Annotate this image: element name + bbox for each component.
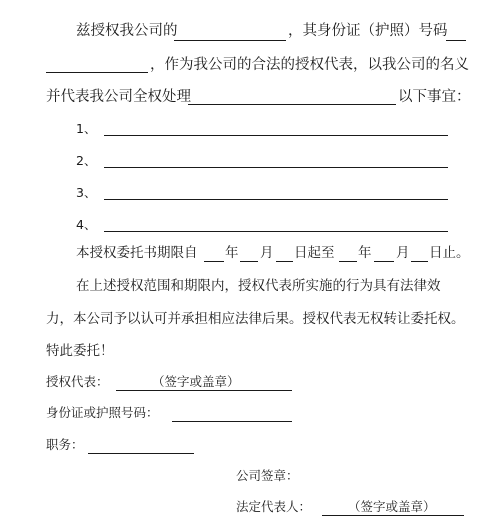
legal-rep-sign-hint: （签字或盖章）	[348, 499, 436, 514]
matters-blank	[188, 104, 396, 105]
term-text-start: 本授权委托书期限自	[76, 245, 198, 261]
day-blank-1	[276, 261, 293, 262]
item-number: 2、	[76, 153, 97, 168]
term-month-2: 月	[396, 245, 410, 261]
legal-rep-label: 法定代表人：	[236, 499, 312, 514]
intro-text-3: ，作为我公司的合法的授权代表，以我公司的名义	[150, 57, 469, 73]
item-number: 4、	[76, 217, 97, 232]
year-blank-1	[204, 261, 224, 262]
item-number: 1、	[76, 121, 97, 136]
company-seal-label: 公司签章：	[236, 468, 299, 483]
term-month-1: 月	[260, 245, 274, 261]
id-number-blank-1	[446, 40, 466, 41]
item-line	[104, 199, 448, 200]
id-number-line	[172, 421, 292, 422]
day-blank-2	[411, 261, 428, 262]
rep-signature-line	[116, 390, 292, 391]
term-day-2: 日止。	[429, 245, 470, 261]
rep-label: 授权代表：	[46, 374, 109, 389]
intro-text-5: 以下事宜：	[398, 89, 471, 105]
term-year-2: 年	[358, 245, 372, 261]
year-blank-2	[339, 261, 357, 262]
intro-text-2: ，其身份证（护照）号码	[288, 23, 448, 39]
legal-rep-signature-line	[322, 515, 464, 516]
position-label: 职务：	[46, 437, 84, 452]
term-day-1: 日起至	[294, 245, 335, 261]
item-line	[104, 231, 448, 232]
item-number: 3、	[76, 185, 97, 200]
item-line	[104, 135, 448, 136]
term-year-1: 年	[225, 245, 239, 261]
intro-text-1: 兹授权我公司的	[76, 23, 178, 39]
item-line	[104, 167, 448, 168]
rep-sign-hint: （签字或盖章）	[152, 374, 240, 389]
closing-text: 特此委托！	[46, 343, 114, 359]
id-label: 身份证或护照号码：	[46, 405, 159, 420]
month-blank-2	[374, 261, 394, 262]
id-number-blank-2	[46, 72, 148, 73]
company-name-blank	[174, 40, 286, 41]
intro-text-4: 并代表我公司全权处理	[46, 89, 191, 105]
scope-line-2: 力，本公司予以认可并承担相应法律后果。授权代表无权转让委托权。	[46, 311, 465, 327]
position-line	[88, 453, 194, 454]
month-blank-1	[240, 261, 258, 262]
scope-line-1: 在上述授权范围和期限内，授权代表所实施的行为具有法律效	[76, 278, 441, 294]
